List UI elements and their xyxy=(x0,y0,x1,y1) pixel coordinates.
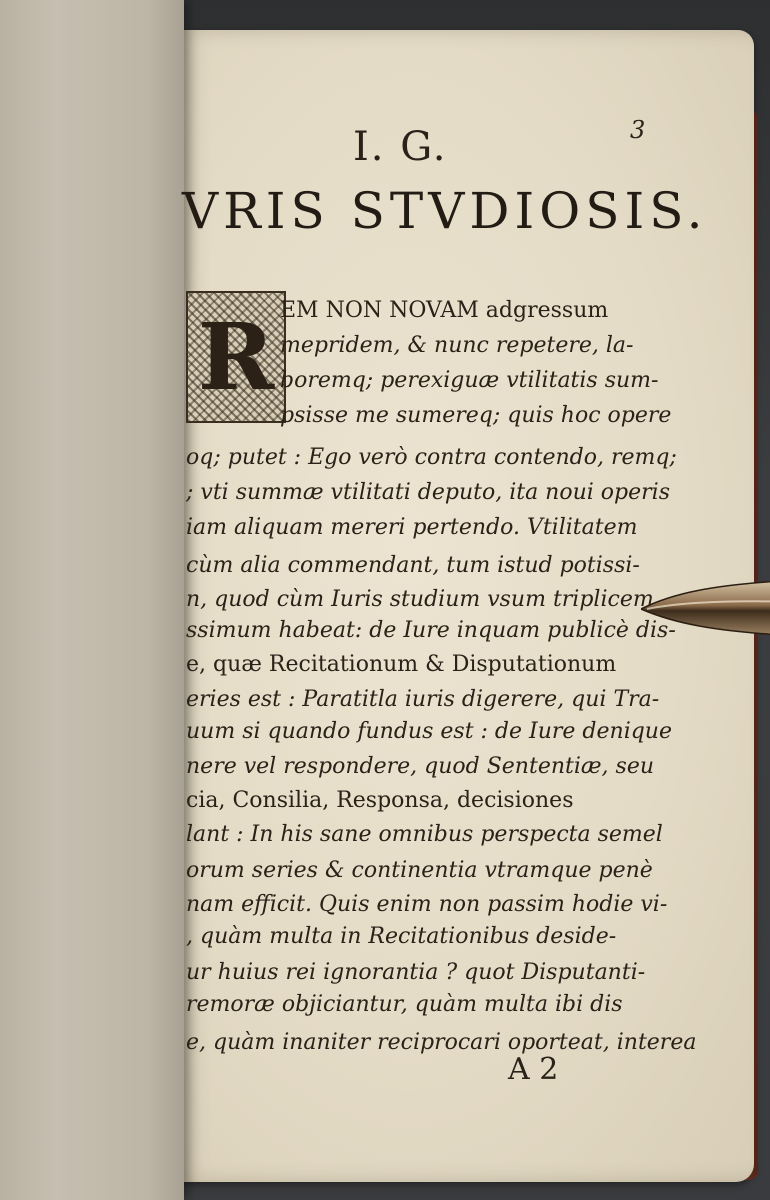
text-line: ; vti summæ vtilitati deputo, ita noui operis xyxy=(186,480,670,505)
metal-pointer xyxy=(641,578,770,640)
ornamental-initial xyxy=(186,291,286,423)
text-line: e, quàm inaniter reciprocari oporteat, interea xyxy=(186,1030,697,1055)
text-line: nam efficit. Quis enim non passim hodie vi- xyxy=(186,892,668,917)
page-number: 3 xyxy=(630,116,646,144)
drop-cap-letter: R xyxy=(197,303,275,411)
signature-mark: A 2 xyxy=(508,1052,559,1087)
text-line: ssimum habeat: de Iure inquam publicè dis- xyxy=(186,618,676,643)
text-line: lant : In his sane omnibus perspecta semel xyxy=(186,822,663,847)
text-line: psisse me sumereq; quis hoc opere xyxy=(280,403,672,428)
text-line: mepridem, & nunc repetere, la- xyxy=(280,333,634,358)
text-line: nere vel respondere, quod Sententiæ, seu xyxy=(186,754,655,779)
left-page xyxy=(0,0,184,1200)
text-line: EM NON NOVAM adgressum xyxy=(280,298,609,323)
text-line: iam aliquam mereri pertendo. Vtilitatem xyxy=(186,515,638,540)
text-line: n, quod cùm Iuris studium vsum triplicem xyxy=(186,587,654,612)
text-line: remoræ objiciantur, quàm multa ibi dis xyxy=(186,992,623,1017)
running-head: I. G. xyxy=(353,124,448,170)
text-line: cia, Consilia, Responsa, decisiones xyxy=(186,788,574,813)
text-line: orum series & continentia vtramque penè xyxy=(186,858,653,883)
section-title: VRIS STVDIOSIS. xyxy=(182,182,708,240)
text-line: , quàm multa in Recitationibus deside- xyxy=(186,924,617,949)
text-line: uum si quando fundus est : de Iure denique xyxy=(186,719,672,744)
text-line: eries est : Paratitla iuris digerere, qui Tra- xyxy=(186,687,660,712)
text-line: boremq; perexiguæ vtilitatis sum- xyxy=(280,368,659,393)
text-line: ur huius rei ignorantia ? quot Disputanti- xyxy=(186,960,646,985)
text-line: e, quæ Recitationum & Disputationum xyxy=(186,652,617,677)
text-line: oq; putet : Ego verò contra contendo, remq; xyxy=(186,445,677,470)
text-line: cùm alia commendant, tum istud potissi- xyxy=(186,553,640,578)
show-through-ink xyxy=(150,640,190,680)
